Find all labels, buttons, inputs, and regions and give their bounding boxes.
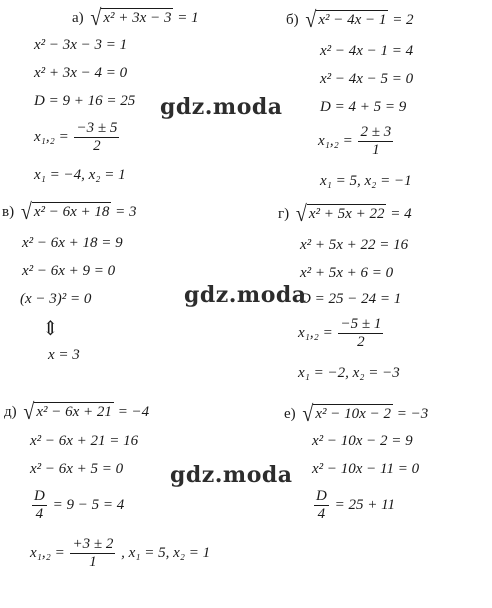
- problem-b-label: б): [286, 12, 299, 28]
- problem-b-discriminant: D = 4 + 5 = 9: [320, 99, 407, 115]
- equivalence-arrow-icon: ⇕: [42, 318, 59, 340]
- problem-d-step-2: x² − 6x + 5 = 0: [30, 461, 124, 477]
- sqrt-icon: √ x² − 6x + 18: [20, 199, 110, 225]
- problem-d-step-1: x² − 6x + 21 = 16: [30, 433, 139, 449]
- problem-a-discriminant: D = 9 + 16 = 25: [34, 93, 136, 109]
- problem-b-equation: б) √ x² − 4x − 1 = 2: [286, 7, 414, 33]
- problem-d-label: д): [4, 404, 17, 420]
- problem-d-equation: д) √ x² − 6x + 21 = −4: [4, 399, 150, 425]
- problem-g-discriminant: D = 25 − 24 = 1: [300, 291, 402, 307]
- problem-e-step-2: x² − 10x − 11 = 0: [312, 461, 420, 477]
- problem-b-answer: x₁ = 5, x₂ = −1: [320, 173, 412, 189]
- problem-a-equation: а) √ x² + 3x − 3 = 1: [72, 5, 199, 31]
- sqrt-icon: √ x² − 10x − 2: [302, 401, 391, 427]
- watermark: gdz.moda: [160, 94, 283, 120]
- problem-a-step-1: x² − 3x − 3 = 1: [34, 37, 128, 53]
- problem-v-step-3: (x − 3)² = 0: [20, 291, 92, 307]
- problem-b-step-2: x² − 4x − 5 = 0: [320, 71, 414, 87]
- problem-b-roots-formula: x₁,₂ = $\frac{2 \pm 3}{1}$: [318, 124, 392, 158]
- problem-g-roots-formula: x₁,₂ = $\frac{-5 \pm 1}{2}$: [298, 316, 382, 350]
- problem-a-step-2: x² + 3x − 4 = 0: [34, 65, 128, 81]
- problem-v-answer: x = 3: [48, 347, 80, 363]
- sqrt-icon: √ x² − 4x − 1: [305, 7, 387, 33]
- problem-g-step-2: x² + 5x + 6 = 0: [300, 265, 394, 281]
- sqrt-icon: √ x² + 5x + 22: [295, 201, 385, 227]
- problem-e-equation: е) √ x² − 10x − 2 = −3: [284, 401, 429, 427]
- problem-a-label: а): [72, 10, 84, 26]
- watermark: gdz.moda: [170, 462, 293, 488]
- problem-e-discriminant: $\frac{D}{4}$ = 25 + 11: [316, 488, 395, 522]
- problem-e-label: е): [284, 406, 296, 422]
- problem-g-equation: г) √ x² + 5x + 22 = 4: [278, 201, 412, 227]
- problem-v-step-1: x² − 6x + 18 = 9: [22, 235, 123, 251]
- problem-e-step-1: x² − 10x − 2 = 9: [312, 433, 413, 449]
- problem-a-answer: x₁ = −4, x₂ = 1: [34, 167, 126, 183]
- problem-v-step-2: x² − 6x + 9 = 0: [22, 263, 116, 279]
- problem-g-step-1: x² + 5x + 22 = 16: [300, 237, 409, 253]
- problem-v-equation: в) √ x² − 6x + 18 = 3: [2, 199, 137, 225]
- watermark: gdz.moda: [184, 282, 307, 308]
- problem-d-roots: x₁,₂ = $\frac{+3 \pm 2}{1}$ , x₁ = 5, x₂ = 1: [30, 536, 211, 570]
- sqrt-icon: √ x² − 6x + 21: [23, 399, 112, 425]
- problem-g-answer: x₁ = −2, x₂ = −3: [298, 365, 400, 381]
- problem-a-roots-formula: x₁,₂ = $\frac{-3 \pm 5}{2}$: [34, 120, 118, 154]
- problem-g-label: г): [278, 206, 290, 222]
- problem-d-discriminant: $\frac{D}{4}$ = 9 − 5 = 4: [34, 488, 125, 522]
- problem-b-step-1: x² − 4x − 1 = 4: [320, 43, 414, 59]
- sqrt-icon: √ x² + 3x − 3: [90, 5, 172, 31]
- problem-v-label: в): [2, 204, 15, 220]
